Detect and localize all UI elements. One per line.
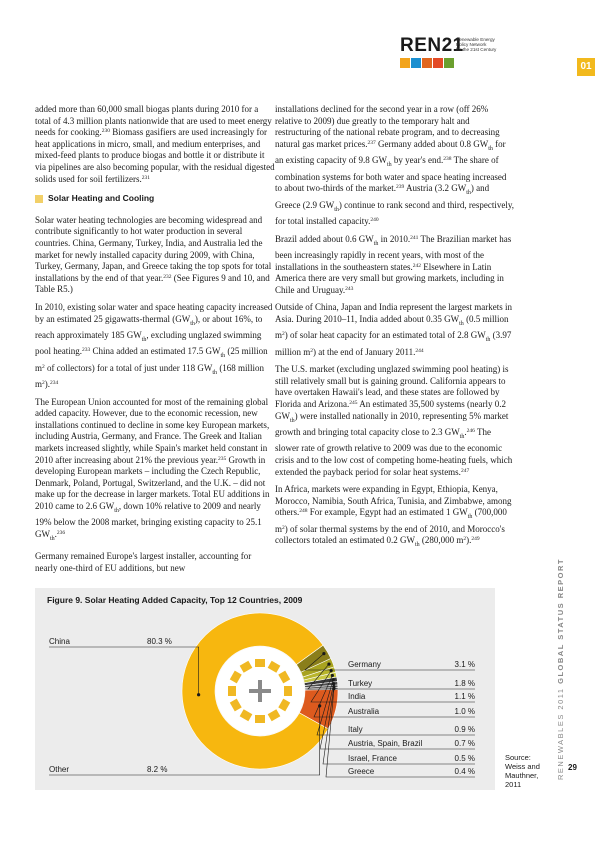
legend-label: Israel, France	[348, 754, 397, 763]
paragraph: The U.S. market (excluding unglazed swimming pool heating) is still relatively small but is gaining ground. California appears to have overtaken Hawaii's lead, and these states are followed by Florida and Arizona.$^{245}$ An estimated 35,500 systems (nearly 0.2 $GW_{th}$) were installed nationally in 2010, representing 5% market growth and bringing total capacity close to 2.3 $GW_{th}.^{246}$ The slower rate of growth relative to 2009 was due to the economic crisis and to the low cost of competing home-heating fuels, which extended the payback period for solar heat systems.$^{247}$	[275, 364, 513, 477]
legend-label: India	[348, 692, 366, 701]
collector-panel-icon	[255, 659, 265, 667]
data-label: 80.3 %	[147, 637, 172, 646]
paragraph: The European Union accounted for most of the remaining global added capacity. However, due to the economic recession, new installations continued to decline in some key European markets, including Austria, Germany, and France. The Greek and Italian markets increased slightly, while Spain's market held constant in 2010 after increasing about 21% the previous year.$^{235}$ Growth in developing European markets – including the Czech Republic, Denmark, Poland, Portugal, Switzerland, and the U.K. – did not make up for the decrease in larger markets. Total EU additions in 2010 came to 2.6 $GW_{th}$, down 10% relative to 2009 and nearly 19% below the 2008 market, bringing existing capacity to 25.1 $GW_{th}.^{236}$	[35, 396, 270, 542]
logo-wordmark: REN21	[400, 35, 464, 56]
legend-label: Other	[49, 765, 70, 774]
leader-line	[49, 647, 199, 695]
legend-label: Australia	[348, 707, 380, 716]
biomass-icon	[422, 58, 432, 68]
collector-panel-icon	[284, 686, 292, 696]
paragraph: Outside of China, Japan and India represent the largest markets in Asia. During 2010–11, India added about 0.35 $GW_{th}$ (0.5 million $m^2$) of solar heat capacity for an estimated total of 2.8 $GW_{th}$ (3.97 million $m^2$) at the end of January 2011.$^{244}$	[275, 302, 513, 357]
paragraph: Solar water heating technologies are becoming widespread and contribute significantly to hot water production in several countries. China, Germany, Turkey, India, and Australia led the market for newly installed capacity during 2009, with China, Turkey, Germany, Japan, and Greece taking the top spots for total installations by the end of that year.$^{232}$ (See Figures 9 and 10, and Table R5.)	[35, 214, 272, 295]
text-column-left	[35, 104, 275, 581]
plus-icon	[249, 689, 271, 693]
legend-label: Austria, Spain, Brazil	[348, 739, 423, 748]
leader-dot	[197, 693, 200, 696]
data-label: 0.9 %	[454, 725, 475, 734]
chapter-tab[interactable]: 01	[577, 58, 595, 76]
leader-dot	[332, 687, 335, 690]
leader-dot	[332, 682, 335, 685]
legend-label: Germany	[348, 660, 381, 669]
heading-marker-icon	[35, 195, 43, 203]
data-label: 3.1 %	[454, 660, 475, 669]
data-label: 1.0 %	[454, 707, 475, 716]
data-label: 0.5 %	[454, 754, 475, 763]
leader-dot	[332, 678, 335, 681]
collector-panel-icon	[255, 715, 265, 723]
leader-line	[314, 675, 475, 717]
legend-label: Turkey	[348, 679, 373, 688]
geothermal-icon	[433, 58, 443, 68]
section-heading: Solar Heating and Cooling	[35, 193, 275, 205]
leader-dot	[330, 669, 333, 672]
data-label: 1.1 %	[454, 692, 475, 701]
paragraph: Brazil added about 0.6 $GW_{th}$ in 2010.$^{241}$ The Brazilian market has been increasingly rapidly in recent years, with most of the installations in the southeastern states.$^{242}$ Elsewhere in Latin America there are very small but growing markets, including in Chile and Uruguay.$^{243}$	[275, 233, 512, 295]
figure-title: Figure 9. Solar Heating Added Capacity, Top 12 Countries, 2009	[47, 595, 303, 605]
legend-label: Greece	[348, 767, 375, 776]
leader-line	[317, 680, 475, 735]
data-label: 0.4 %	[454, 767, 475, 776]
legend-label: Italy	[348, 725, 363, 734]
water-icon	[444, 58, 454, 68]
donut-chart	[35, 588, 495, 790]
report-sidebar-title: RENEWABLES 2011 GLOBAL STATUS REPORT	[556, 558, 565, 780]
paragraph: added more than 60,000 small biogas plants during 2010 for a total of 4.3 million plants nationwide that are used to meet energy needs for cooking.$^{230}$ Biomass gasifiers are used increasingly for heat applications in micro, small, and medium enterprises, and mixed-feed plants to produce biogas and bottle it or distribute it via pipelines are also becoming popular, with the residual digested solids used for soil fertilizers.$^{231}$	[35, 104, 275, 184]
legend-label: China	[49, 637, 70, 646]
paragraph: In Africa, markets were expanding in Egypt, Ethiopia, Kenya, Morocco, Namibia, South Africa, Tunisia, and Zimbabwe, among others.$^{248}$ For example, Egypt had an estimated 1 $GW_{th}$ (700,000 $m^2$) of solar thermal systems by the end of 2010, and Morocco's collectors totaled an estimated 0.2 $GW_{th}$ (280,000 $m^2).^{249}$	[275, 484, 512, 549]
wind-icon	[411, 58, 421, 68]
leader-dot	[327, 663, 330, 666]
data-label: 8.2 %	[147, 765, 168, 774]
data-label: 1.8 %	[454, 679, 475, 688]
page-number: 29	[568, 763, 577, 772]
leader-line	[323, 686, 475, 764]
collector-panel-icon	[228, 686, 236, 696]
logo-energy-icons	[400, 58, 454, 68]
leader-dot	[322, 652, 325, 655]
logo-tagline: Renewable Energy Policy Network for the 21st Century	[456, 37, 497, 53]
data-label: 0.7 %	[454, 739, 475, 748]
figure-9	[35, 588, 495, 790]
paragraph: Germany remained Europe's largest installer, accounting for nearly one-third of EU additions, but new	[35, 551, 252, 573]
paragraph: installations declined for the second year in a row (off 26% relative to 2009) due greatly to the temporary halt and restructuring of the national rebate program, and to decreasing natural gas market prices.$^{237}$ Germany added about 0.8 $GW_{th}$ for an existing capacity of 9.8 $GW_{th}$ by year's end.$^{238}$ The share of combination systems for both water and space heating increased to about two-thirds of the market.$^{239}$ Austria (3.2 $GW_{th}$) and Greece (2.9 $GW_{th}$) continue to rank second and third, respectively, for total installed capacity.$^{240}$	[275, 104, 514, 226]
leader-dot	[331, 674, 334, 677]
text-column-right	[275, 104, 515, 558]
paragraph: In 2010, existing solar water and space heating capacity increased by an estimated 25 gigawatts-thermal $(GW_{th})$, or about 16%, to reach approximately 185 $GW_{th}$, excluding unglazed swimming pool heating.$^{233}$ China added an estimated 17.5 $GW_{th}$ (25 million $m^2$ of collectors) for a total of just under 118 $GW_{th}$ (168 million $m^2).^{234}$	[35, 301, 273, 390]
sun-icon	[400, 58, 410, 68]
figure-source: Source: Weiss and Mauthner, 2011	[505, 753, 540, 789]
ren21-logo	[400, 35, 510, 69]
